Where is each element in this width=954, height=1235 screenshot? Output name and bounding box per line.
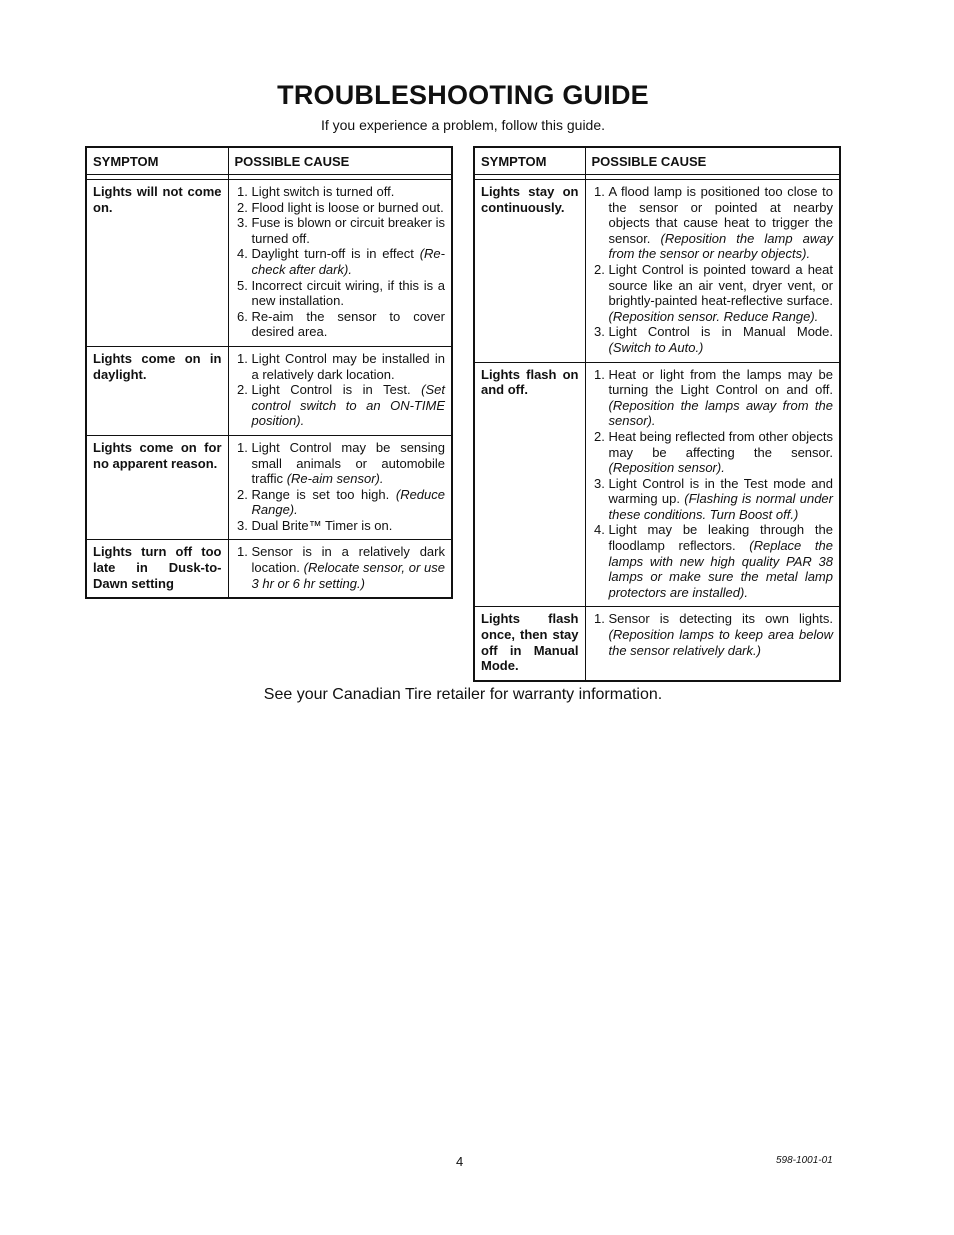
cause-list xyxy=(592,367,834,601)
cause-text: Sensor is in a relatively dark location. xyxy=(251,544,445,576)
symptom-cell: Lights will not come on. xyxy=(86,180,228,347)
cause-remedy: (Switch to Auto.) xyxy=(608,339,704,355)
cause-item xyxy=(609,184,834,262)
troubleshooting-table-left xyxy=(85,146,453,599)
cause-cell xyxy=(585,180,840,363)
symptom-header: SYMPTOM xyxy=(86,147,228,175)
symptom-cell: Lights come on for no apparent reason. xyxy=(86,435,228,540)
symptom-cell: Lights come on in daylight. xyxy=(86,346,228,435)
cause-text: Sensor is detecting its own lights. xyxy=(608,611,833,627)
cause-item xyxy=(252,309,446,340)
cause-text: Fuse is blown or circuit breaker is turned off. xyxy=(251,215,445,246)
cause-text: Light switch is turned off. xyxy=(251,184,395,199)
cause-list xyxy=(235,544,446,591)
cause-text: Range is set too high. xyxy=(251,486,390,502)
cause-text: Daylight turn-off is in effect xyxy=(251,246,414,262)
symptom-cell: Lights flash on and off. xyxy=(474,362,585,607)
cause-cell xyxy=(228,540,452,598)
cause-text: Light Control is pointed toward a heat source like an air vent, dryer vent, or brightly-painted heat-reflective surface. xyxy=(608,261,833,309)
table-row xyxy=(474,362,840,607)
table-row xyxy=(86,346,452,435)
troubleshooting-table-right xyxy=(473,146,841,682)
cause-item xyxy=(252,518,446,534)
table-body xyxy=(474,175,840,681)
table-row xyxy=(86,540,452,598)
cause-text: Light may be leaking through the floodlamp reflectors. xyxy=(608,522,833,554)
cause-remedy: (Reduce Range). xyxy=(251,486,445,518)
cause-remedy: (Reposition sensor. Reduce Range). xyxy=(608,308,819,324)
cause-text: Flood light is loose or burned out. xyxy=(251,199,444,215)
cause-item xyxy=(609,324,834,355)
warranty-note: See your Canadian Tire retailer for warranty information. xyxy=(263,686,663,703)
cause-text: Light Control is in Test. xyxy=(251,382,411,398)
cause-remedy: (Set control switch to an ON-TIME position). xyxy=(251,382,445,429)
cause-text: Incorrect circuit wiring, if this is a new installation. xyxy=(251,277,445,309)
cause-text: A flood lamp is positioned too close to the sensor or pointed at nearby objects that cause heat to trigger the sensor. xyxy=(608,184,833,246)
page-number: 4 xyxy=(456,1154,464,1169)
table-row xyxy=(474,180,840,363)
cause-list xyxy=(235,351,446,429)
cause-remedy: (Reposition sensor). xyxy=(608,460,725,476)
table-row xyxy=(86,180,452,347)
cause-cell xyxy=(228,435,452,540)
cause-list xyxy=(592,611,834,658)
symptom-cell: Lights turn off too late in Dusk-to-Dawn setting xyxy=(86,540,228,598)
cause-text: Heat being reflected from other objects may be affecting the sensor. xyxy=(608,428,833,460)
cause-text: Light Control may be installed in a relatively dark location. xyxy=(251,350,445,382)
page-title: TROUBLESHOOTING GUIDE xyxy=(277,80,649,110)
cause-remedy: (Re-aim sensor). xyxy=(286,471,384,487)
document-code: 598-1001-01 xyxy=(776,1155,833,1166)
symptom-cell: Lights stay on continuously. xyxy=(474,180,585,363)
cause-cell xyxy=(585,607,840,681)
cause-remedy: (Replace the lamps with new high quality PAR 38 lamps or make sure the metal lamp protectors are installed). xyxy=(608,538,833,600)
cause-item xyxy=(609,522,834,600)
cause-item xyxy=(252,184,446,200)
cause-text: Heat or light from the lamps may be turning the Light Control on and off. xyxy=(608,366,833,398)
cause-cell xyxy=(585,362,840,607)
cause-item xyxy=(609,367,834,429)
cause-item xyxy=(609,429,834,476)
cause-list xyxy=(592,184,834,356)
cause-list xyxy=(235,184,446,340)
symptom-cell: Lights flash once, then stay off in Manual Mode. xyxy=(474,607,585,681)
cause-remedy: (Reposition the lamps away from the sensor). xyxy=(608,397,833,429)
cause-item xyxy=(252,382,446,429)
cause-remedy: (Flashing is normal under these conditions. Turn Boost off.) xyxy=(608,491,833,522)
table-row xyxy=(86,435,452,540)
cause-cell xyxy=(228,180,452,347)
cause-remedy: (Reposition the lamp away from the sensor or nearby objects). xyxy=(608,230,833,262)
cause-item xyxy=(252,351,446,382)
cause-item xyxy=(252,278,446,309)
cause-cell xyxy=(228,346,452,435)
cause-item xyxy=(252,487,446,518)
cause-remedy: (Reposition lamps to keep area below the sensor relatively dark.) xyxy=(608,627,833,658)
cause-header: POSSIBLE CAUSE xyxy=(585,147,840,175)
table-header-row xyxy=(86,147,452,175)
cause-item xyxy=(252,440,446,487)
cause-item xyxy=(252,544,446,591)
cause-item xyxy=(609,476,834,523)
cause-text: Dual Brite™ Timer is on. xyxy=(251,517,393,533)
cause-item xyxy=(609,611,834,658)
table-header-row xyxy=(474,147,840,175)
cause-remedy: (Relocate sensor, or use 3 hr or 6 hr setting.) xyxy=(251,560,445,591)
cause-text: Re-aim the sensor to cover desired area. xyxy=(251,308,445,340)
table-row xyxy=(474,607,840,681)
page-subtitle: If you experience a problem, follow this guide. xyxy=(320,117,606,133)
cause-item xyxy=(609,262,834,324)
cause-item xyxy=(252,200,446,216)
table-body xyxy=(86,175,452,599)
cause-item xyxy=(252,215,446,246)
cause-text: Light Control is in the Test mode and warming up. xyxy=(608,475,833,507)
symptom-header: SYMPTOM xyxy=(474,147,585,175)
cause-header: POSSIBLE CAUSE xyxy=(228,147,452,175)
cause-text: Light Control may be sensing small animals or automobile traffic xyxy=(251,439,445,487)
cause-item xyxy=(252,246,446,277)
cause-remedy: (Re-check after dark). xyxy=(251,246,445,277)
cause-list xyxy=(235,440,446,534)
cause-text: Light Control is in Manual Mode. xyxy=(608,324,833,340)
